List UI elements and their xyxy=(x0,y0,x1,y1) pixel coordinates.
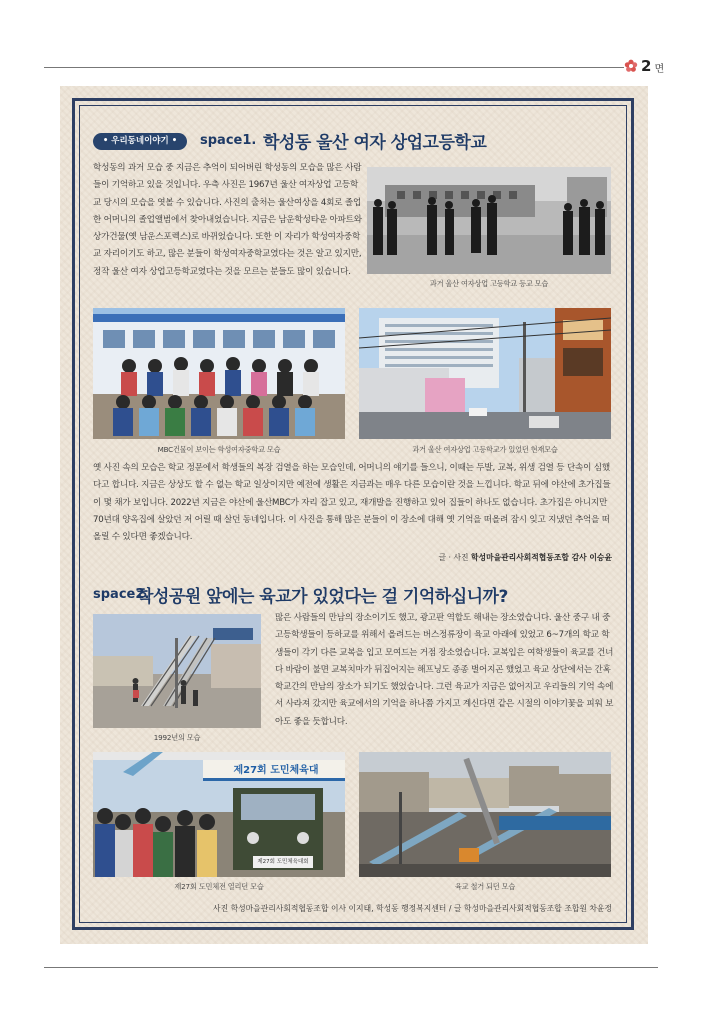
space1-paragraph-1: 학성동의 과거 모습 중 지금은 추억이 되어버린 학성동의 모습을 많은 사람들이 기억하고 있을 것입니다. 우측 사진은 1967년 울산 여자상업 고등학교 당시의 모습을 엿볼 수 있습니다. 사진의 출처는 울산여상을 4회로 졸업한 어머니의 졸업앨범에서 찾아내었습니다. 지금은 남운학성타운 아파트와 상가건물(옛 남운스포렉스)로 바뀌었습니다. 또한 이 자리가 학성여자중학교 자리이기도 하고, 많은 분들이 학성여자중학교였다는 것은 알고 있지만, 정작 울산 여자 상업고등학교였다는 것을 모르는 분들도 많이 있습니다. xyxy=(93,163,362,277)
space2-credit: 사진 학성마을관리사회적협동조합 이사 이지태, 학성동 행정복지센터 / 글 학성마을관리사회적협동조합 조합원 차윤정 xyxy=(213,904,612,913)
page-number-unit: 면 xyxy=(654,64,665,75)
photo-current-street xyxy=(359,308,611,439)
photo-overpass-1992 xyxy=(93,614,261,728)
space2-title: 학성공원 앞에는 육교가 있었다는 걸 기억하십니까? xyxy=(137,587,508,607)
photo-girls-school-group xyxy=(93,308,345,439)
section-tag: • 우리동네이야기 • xyxy=(93,133,187,150)
photo-sports-festival xyxy=(93,752,345,877)
space1-label: space1. xyxy=(200,133,257,148)
photo-school-gate-1967 xyxy=(367,167,611,274)
caption-school-gate: 과거 울산 여자상업 고등학교 등교 모습 xyxy=(429,279,549,288)
caption-demolition: 육교 철거 되던 모습 xyxy=(454,882,516,891)
footer-rule xyxy=(44,967,658,968)
caption-1992: 1992년의 모습 xyxy=(153,733,201,742)
space1-paragraph-2: 옛 사진 속의 모습은 학교 정문에서 학생들의 복장 검열을 하는 모습인데, 어머니의 얘기를 들으니, 이때는 두발, 교복, 위생 검열 등 단속이 심했다고 합니다. 지금은 상상도 할 수 없는 학교 일상이지만 예전에 생활은 지금과는 매우 다른 모습이란 것을 느낍니다. 학교 뒤에 야산에 초가집들이 몇 채가 보입니다. 2022년 지금은 야산에 울산MBC가 자리 잡고 있고, 재개발을 진행하고 있어 집들이 하나도 없습니다. 초가집은 아니지만 70년대 양옥집에 살았던 저 어릴 때 살던 동네입니다. 이 사진을 통해 많은 분들이 이 장소에 대해 옛 기억을 떠올려 잠시 잊고 지냈던 추억을 떠올릴 수 있다면 좋겠습니다. xyxy=(93,463,611,543)
space2-label: space2. xyxy=(93,587,150,602)
caption-current-street: 과거 울산 여자상업 고등학교가 있었던 현재모습 xyxy=(412,445,558,454)
space1-credit-prefix: 글 · 사진 xyxy=(438,553,471,562)
page-number-value: 2 xyxy=(641,57,652,75)
space1-credit-name: 학성마을관리사회적협동조합 감사 이승윤 xyxy=(471,553,612,562)
caption-girls-school: MBC건물이 보이는 학성여자중학교 모습 xyxy=(157,445,281,454)
header-rule xyxy=(44,67,624,68)
festival-banner-text: 제27회 도민체육대 xyxy=(233,765,319,776)
caption-sports-festival: 제27회 도민체전 열리던 모습 xyxy=(174,882,264,891)
flower-icon xyxy=(624,59,638,73)
space1-title: 학성동 울산 여자 상업고등학교 xyxy=(263,133,487,153)
space2-paragraph: 많은 사람들의 만남의 장소이기도 했고, 광고판 역할도 해내는 장소였습니다. 울산 중구 내 중고등학생들이 등하교를 위해서 올려드는 버스정류장이 육교 아래에 있었고 6~7개의 학교 학생들이 각기 다른 교복을 입고 모여드는 거점 장소였습니다. 교복입은 여학생들이 육교를 건너다 바람이 불면 교복치마가 뒤집어지는 해프닝도 종종 벌어지곤 했었고 육교 상단에서는 간혹 학교간의 만남의 장소가 되기도 했었습니다. 그런 육교가 지금은 없어지고 우리들의 기억 속에서 사라져 갔지만 육교에서의 기억을 하나쯤 가지고 계신다면 같은 시절의 이야기꽃을 피워 보아도 좋을 듯합니다. xyxy=(275,613,614,727)
page-number xyxy=(624,57,664,75)
space1-credit xyxy=(300,552,612,563)
photo-overpass-demolition xyxy=(359,752,611,877)
jeep-plate-text: 제27회 도민체육대회 xyxy=(257,859,309,865)
